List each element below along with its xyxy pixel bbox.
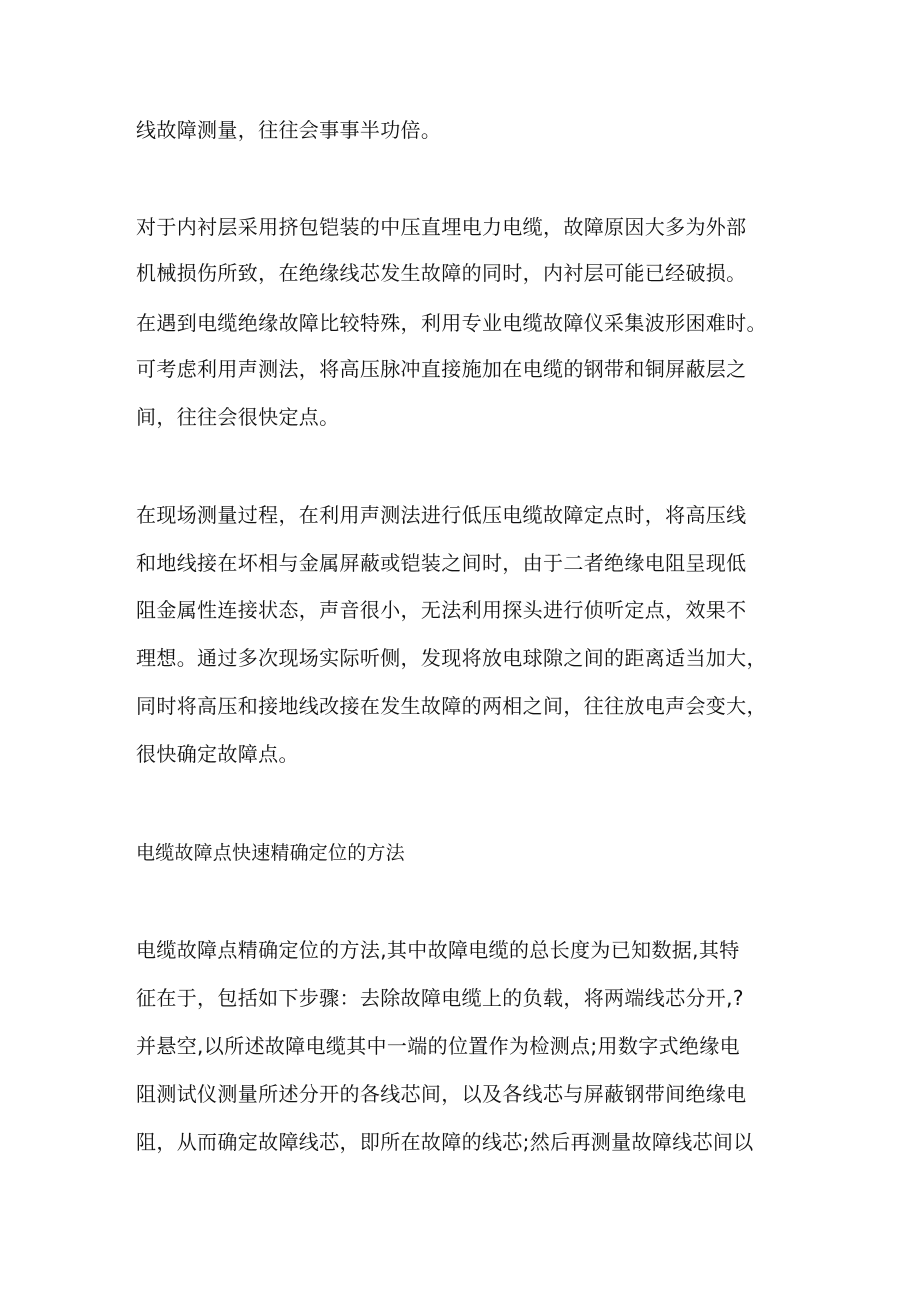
paragraph-4-line-2: 征在于，包括如下步骤：去除故障电缆上的负载，将两端线芯分开,?: [136, 986, 744, 1010]
paragraph-3-line-2: 和地线接在坏相与金属屏蔽或铠装之间时，由于二者绝缘电阻呈现低: [136, 551, 747, 575]
paragraph-2-line-4: 可考虑利用声测法，将高压脉冲直接施加在电缆的钢带和铜屏蔽层之: [136, 357, 747, 381]
paragraph-3-line-3: 阻金属性连接状态，声音很小，无法利用探头进行侦听定点，效果不: [136, 598, 747, 622]
paragraph-2-line-1: 对于内衬层采用挤包铠装的中压直埋电力电缆，故障原因大多为外部: [136, 215, 747, 239]
section-heading: 电缆故障点快速精确定位的方法: [136, 842, 405, 864]
paragraph-3-line-4: 理想。通过多次现场实际听侧，发现将放电球隙之间的距离适当加大，: [136, 646, 767, 670]
paragraph-4-line-5: 阻，从而确定故障线芯，即所在故障的线芯;然后再测量故障线芯间以: [136, 1130, 754, 1154]
paragraph-3-line-1: 在现场测量过程，在利用声测法进行低压电缆故障定点时，将高压线: [136, 503, 747, 527]
paragraph-4-line-1: 电缆故障点精确定位的方法,其中故障电缆的总长度为已知数据,其特: [136, 938, 740, 962]
paragraph-2-line-3: 在遇到电缆绝缘故障比较特殊，利用专业电缆故障仪采集波形困难时。: [136, 311, 767, 335]
paragraph-4-line-3: 并悬空,以所述故障电缆其中一端的位置作为检测点;用数字式绝缘电: [136, 1034, 740, 1058]
paragraph-3-line-6: 很快确定故障点。: [136, 742, 299, 766]
paragraph-2-line-5: 间，往往会很快定点。: [136, 405, 340, 429]
paragraph-4-line-4: 阻测试仪测量所述分开的各线芯间，以及各线芯与屏蔽钢带间绝缘电: [136, 1082, 747, 1106]
paragraph-1-line-1: 线故障测量，往往会事事半功倍。: [136, 118, 442, 142]
paragraph-2-line-2: 机械损伤所致，在绝缘线芯发生故障的同时，内衬层可能已经破损。: [136, 261, 747, 285]
paragraph-3-line-5: 同时将高压和接地线改接在发生故障的两相之间，往往放电声会变大，: [136, 694, 767, 718]
